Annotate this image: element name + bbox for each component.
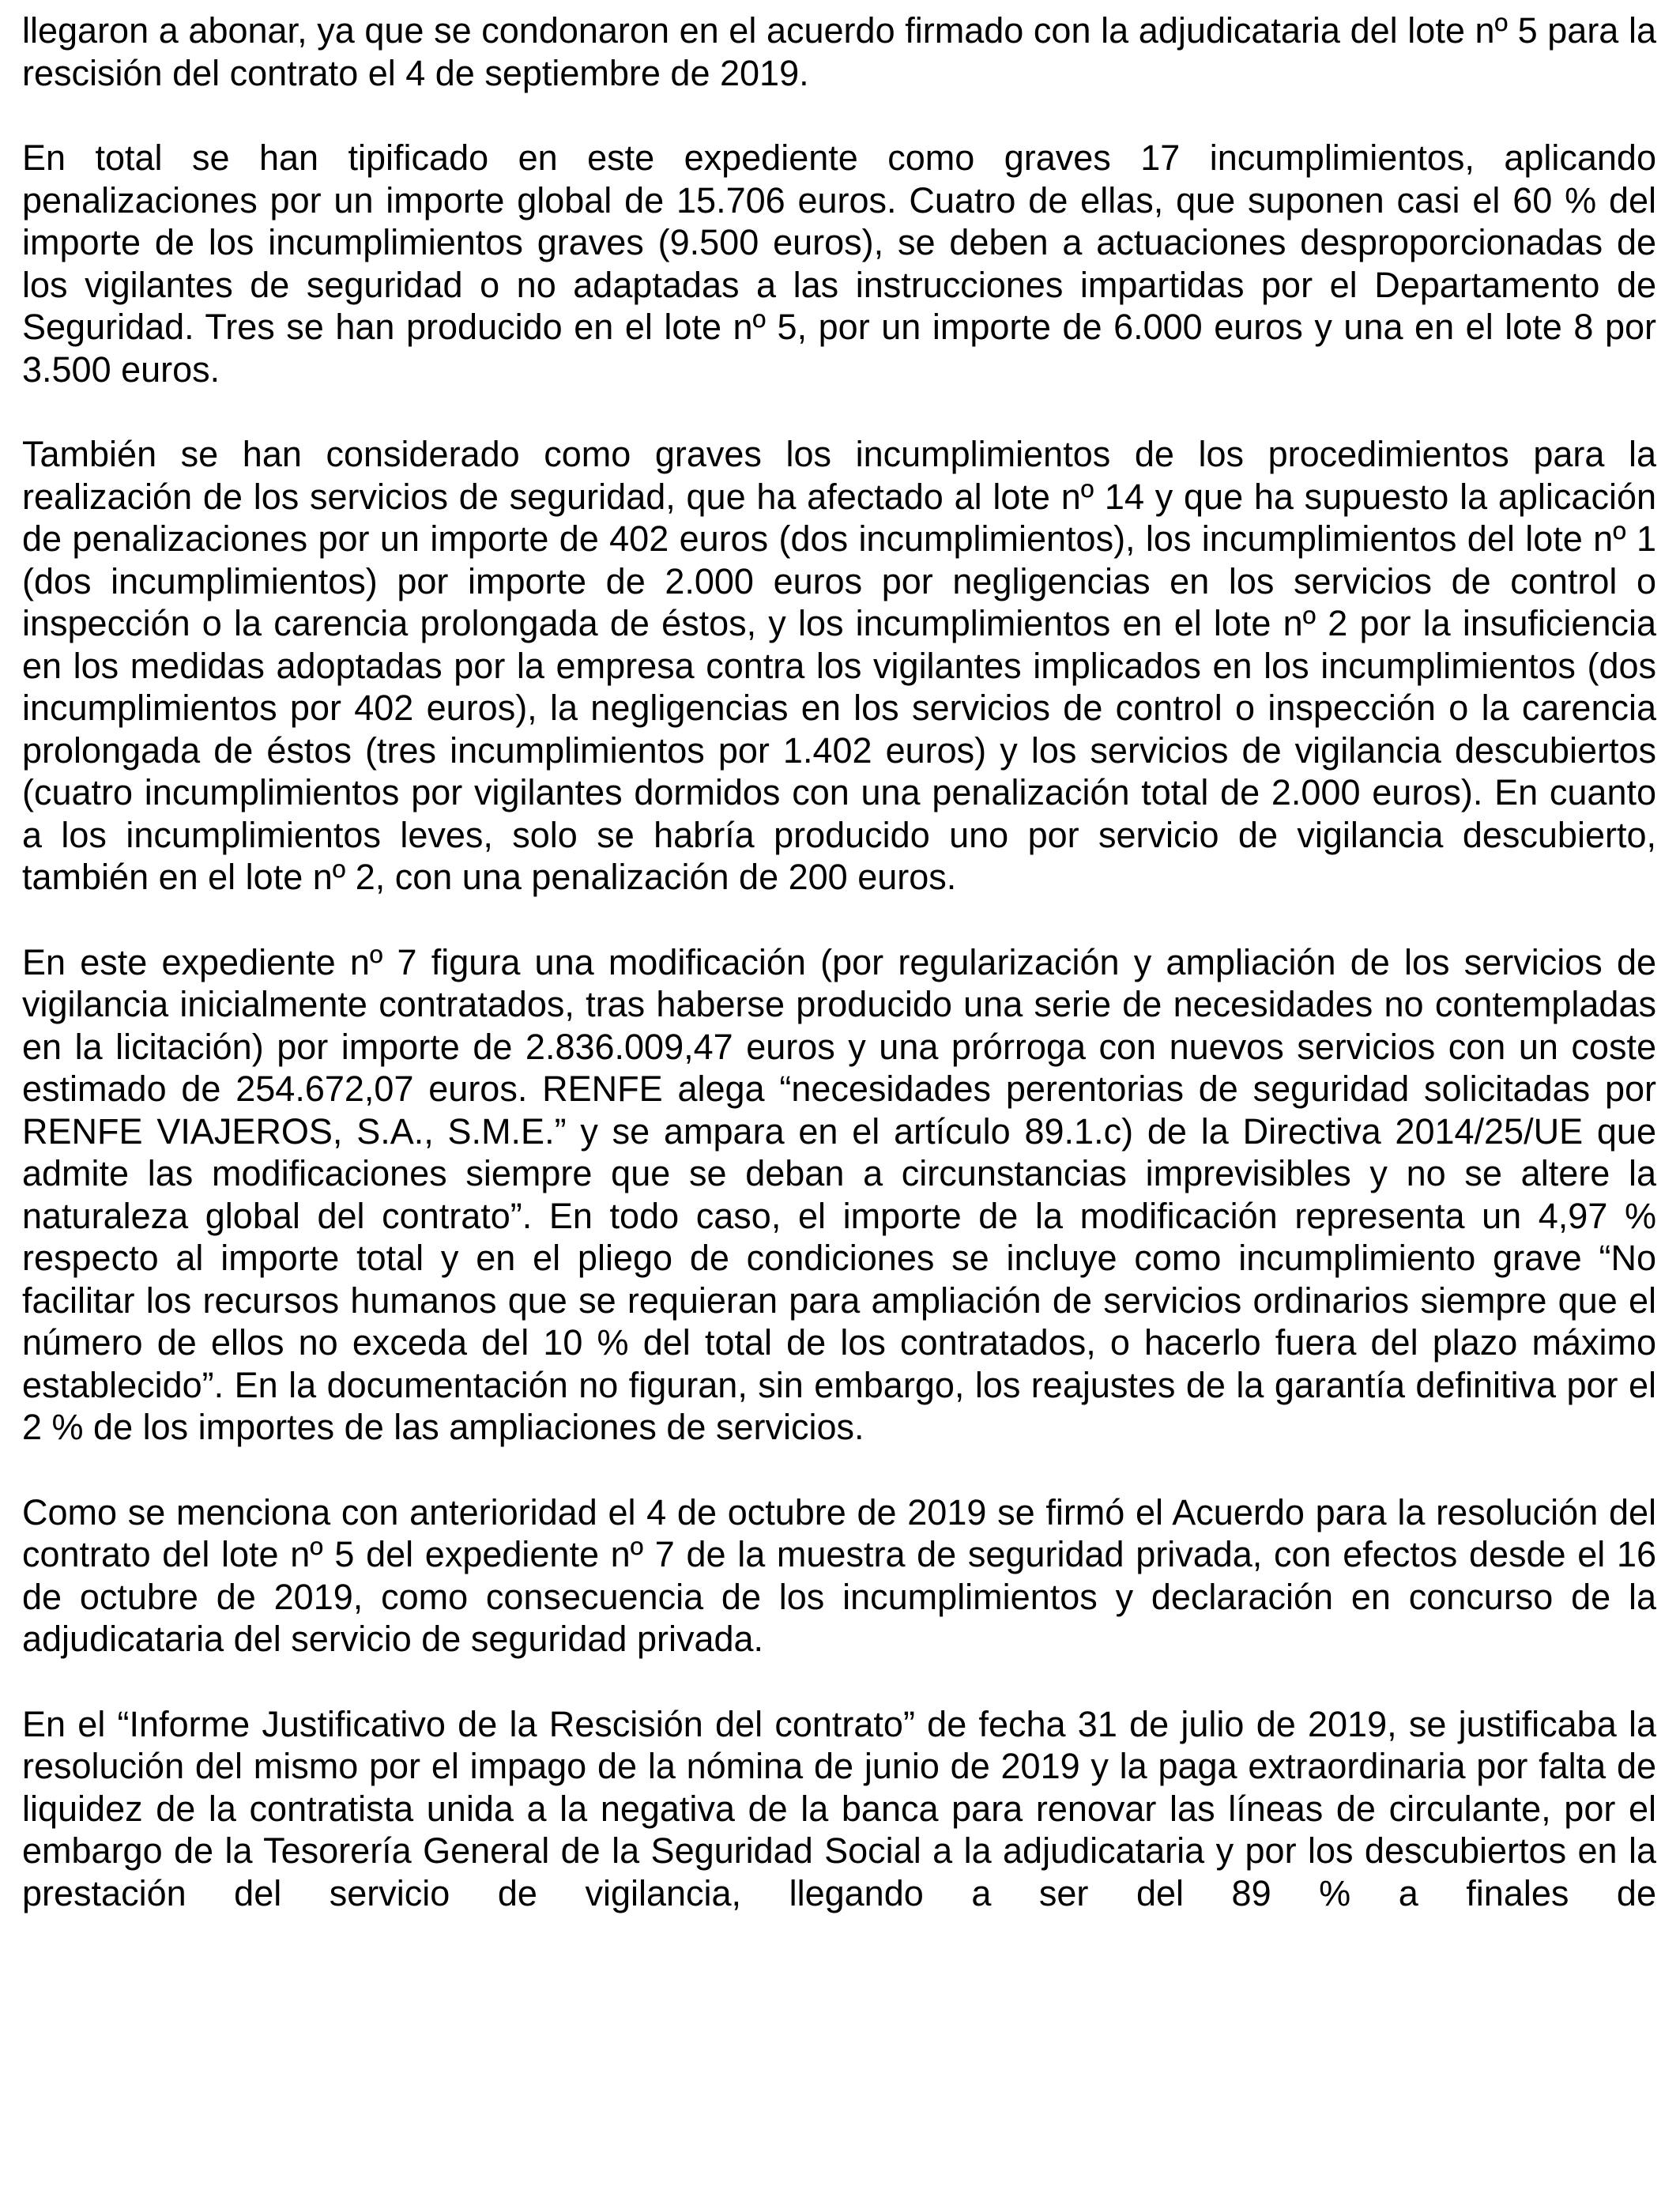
paragraph-2: En total se han tipificado en este expediente como graves 17 incumplimientos, aplicando penalizaciones por un importe global de 15.706 euros. Cuatro de ellas, que suponen casi el 60 % del importe de los incumplimientos graves (9.500 euros), se deben a actuaciones desproporcionadas de los vigilantes de seguridad o no adaptadas a las instrucciones impartidas por el Departamento de Seguridad. Tres se han producido en el lote nº 5, por un importe de 6.000 euros y una en el lote 8 por 3.500 euros.: [22, 138, 1656, 390]
paragraph-4: En este expediente nº 7 figura una modificación (por regularización y ampliación de los servicios de vigilancia inicialmente contratados, tras haberse producido una serie de necesidades no contempladas en la licitación) por importe de 2.836.009,47 euros y una prórroga con nuevos servicios con un coste estimado de 254.672,07 euros. RENFE alega “necesidades perentorias de seguridad solicitadas por RENFE VIAJEROS, S.A., S.M.E.” y se ampara en el artículo 89.1.c) de la Directiva 2014/25/UE que admite las modificaciones siempre que se deban a circunstancias imprevisibles y no se altere la naturaleza global del contrato”. En todo caso, el importe de la modificación representa un 4,97 % respecto al importe total y en el pliego de condiciones se incluye como incumplimiento grave “No facilitar los recursos humanos que se requieran para ampliación de servicios ordinarios siempre que el número de ellos no exceda del 10 % del total de los contratados, o hacerlo fuera del plazo máximo establecido”. En la documentación no figuran, sin embargo, los reajustes de la garantía definitiva por el 2 % de los importes de las ampliaciones de servicios.: [22, 941, 1656, 1447]
document-page: [22, 9, 1656, 1914]
paragraph-3: También se han considerado como graves los incumplimientos de los procedimientos para la realización de los servicios de seguridad, que ha afectado al lote nº 14 y que ha supuesto la aplicación de penalizaciones por un importe de 402 euros (dos incumplimientos), los incumplimientos del lote nº 1 (dos incumplimientos) por importe de 2.000 euros por negligencias en los servicios de control o inspección o la carencia prolongada de éstos, y los incumplimientos en el lote nº 2 por la insuficiencia en los medidas adoptadas por la empresa contra los vigilantes implicados en los incumplimientos (dos incumplimientos por 402 euros), la negligencias en los servicios de control o inspección o la carencia prolongada de éstos (tres incumplimientos por 1.402 euros) y los servicios de vigilancia descubiertos (cuatro incumplimientos por vigilantes dormidos con una penalización total de 2.000 euros). En cuanto a los incumplimientos leves, solo se habría producido uno por servicio de vigilancia descubierto, también en el lote nº 2, con una penalización de 200 euros.: [22, 434, 1656, 897]
paragraph-6: En el “Informe Justificativo de la Rescisión del contrato” de fecha 31 de julio de 2019, se justificaba la resolución del mismo por el impago de la nómina de junio de 2019 y la paga extraordinaria por falta de liquidez de la contratista unida a la negativa de la banca para renovar las líneas de circulante, por el embargo de la Tesorería General de la Seguridad Social a la adjudicataria y por los descubiertos en la prestación del servicio de vigilancia, llegando a ser del 89 % a finales de: [22, 1703, 1656, 1913]
paragraph-1: llegaron a abonar, ya que se condonaron en el acuerdo firmado con la adjudicataria del lote nº 5 para la rescisión del contrato el 4 de septiembre de 2019.: [22, 10, 1656, 93]
paragraph-5: Como se menciona con anterioridad el 4 de octubre de 2019 se firmó el Acuerdo para la resolución del contrato del lote nº 5 del expediente nº 7 de la muestra de seguridad privada, con efectos desde el 16 de octubre de 2019, como consecuencia de los incumplimientos y declaración en concurso de la adjudicataria del servicio de seguridad privada.: [22, 1491, 1656, 1659]
